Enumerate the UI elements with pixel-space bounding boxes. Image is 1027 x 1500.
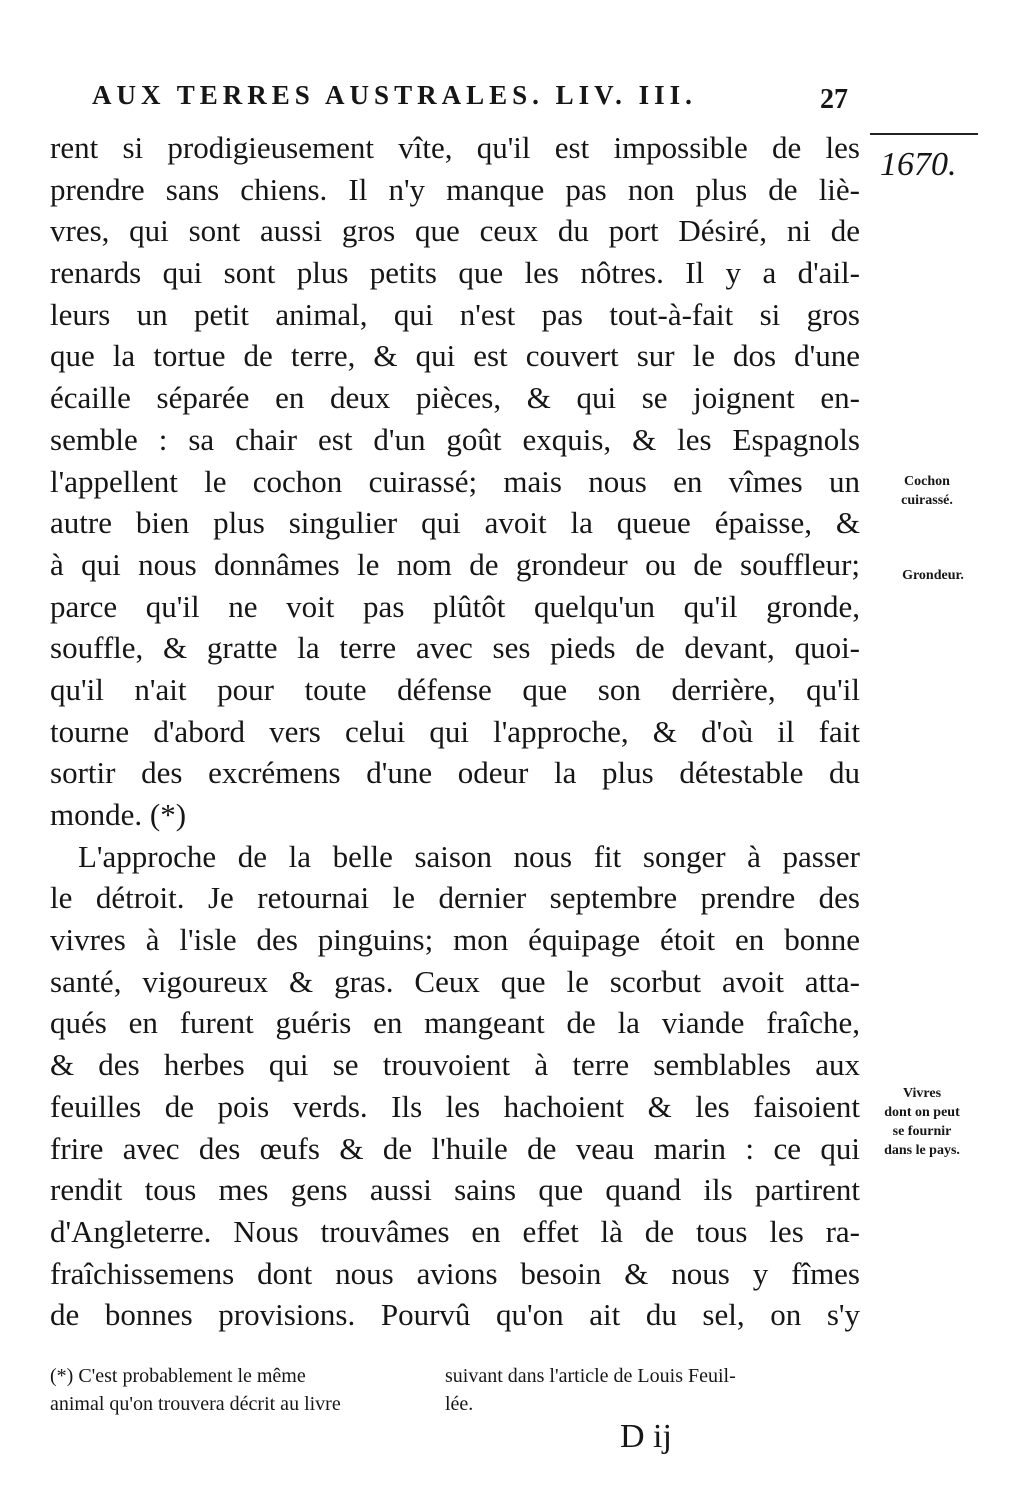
text-line: rent si prodigieusement vîte, qu'il est impossible de les (50, 130, 860, 165)
footnote-right-text: lée. (445, 1393, 474, 1415)
text-line: frire avec des œufs & de l'huile de veau marin : ce qui (50, 1130, 860, 1166)
text-line: à qui nous donnâmes le nom de grondeur ou de souffleur; (50, 546, 860, 582)
text-line: de bonnes provisions. Pourvû qu'on ait du sel, on s'y (50, 1297, 860, 1333)
year-margin: 1670. (880, 146, 957, 183)
text-line: vivres à l'isle des pinguins; mon équipage étoit en bonne (50, 922, 860, 958)
text-line: fraîchissemens dont nous avions besoin & nous y fîmes (50, 1255, 860, 1291)
text-line: & des herbes qui se trouvoient à terre semblables aux (50, 1047, 860, 1083)
text-line: sortir des excrémens d'une odeur la plus détestable du (50, 755, 860, 791)
text-line: parce qu'il ne voit pas plûtôt quelqu'un qu'il gronde, (50, 588, 860, 624)
text-line: prendre sans chiens. Il n'y manque pas non plus de liè- (50, 171, 860, 207)
margin-note-line: dont on peut (884, 1105, 960, 1120)
margin-note-vivres (862, 1084, 982, 1160)
text-line: santé, vigoureux & gras. Ceux que le scorbut avoit atta- (50, 963, 860, 999)
body-text (50, 127, 860, 1336)
footnote-line (50, 1362, 860, 1390)
margin-note-grondeur (878, 566, 988, 585)
running-head: AUX TERRES AUSTRALES. LIV. III. (92, 80, 697, 110)
footnote (50, 1362, 860, 1418)
text-line: semble : sa chair est d'un goût exquis, & les Espagnols (50, 421, 860, 457)
margin-note-line: Grondeur. (902, 568, 964, 583)
text-line: leurs un petit animal, qui n'est pas tout-à-fait si gros (50, 296, 860, 332)
text-line: L'approche de la belle saison nous fit songer à passer (78, 838, 860, 874)
margin-note-line: se fournir (892, 1124, 952, 1139)
text-line: renards qui sont plus petits que les nôtres. Il y a d'ail- (50, 255, 860, 291)
margin-note-line: cuirassé. (901, 493, 953, 508)
text-line: tourne d'abord vers celui qui l'approche, & d'où il fait (50, 713, 860, 749)
text-line: qu'il n'ait pour toute défense que son derrière, qu'il (50, 671, 860, 707)
text-line: souffle, & gratte la terre avec ses pieds de devant, quoi- (50, 630, 860, 666)
margin-note-line: Cochon (904, 474, 950, 489)
text-line: feuilles de pois verds. Ils les hachoient & les faisoient (50, 1088, 860, 1124)
footnote-right-text: suivant dans l'article de Louis Feuil- (445, 1365, 736, 1387)
text-line: monde. (*) (50, 797, 187, 832)
year-rule (870, 133, 978, 135)
footnote-left-text: (*) C'est probablement le même (50, 1365, 306, 1387)
page-number: 27 (820, 84, 848, 115)
text-line: que la tortue de terre, & qui est couvert sur le dos d'une (50, 338, 860, 374)
text-line: le détroit. Je retournai le dernier septembre prendre des (50, 880, 860, 916)
text-line: écaille séparée en deux pièces, & qui se joignent en- (50, 380, 860, 416)
footnote-line (50, 1390, 860, 1418)
text-line: qués en furent guéris en mangeant de la viande fraîche, (50, 1005, 860, 1041)
text-line: d'Angleterre. Nous trouvâmes en effet là de tous les ra- (50, 1213, 860, 1249)
text-line: rendit tous mes gens aussi sains que quand ils partirent (50, 1172, 860, 1208)
text-line: vres, qui sont aussi gros que ceux du port Désiré, ni de (50, 213, 860, 249)
footnote-left-text: animal qu'on trouvera décrit au livre (50, 1393, 341, 1415)
margin-note-line: dans le pays. (884, 1143, 960, 1158)
margin-note-cochon (872, 472, 982, 510)
text-line: l'appellent le cochon cuirassé; mais nous en vîmes un (50, 463, 860, 499)
text-line: autre bien plus singulier qui avoit la queue épaisse, & (50, 505, 860, 541)
signature-mark: D ij (620, 1418, 672, 1455)
margin-note-line: Vivres (902, 1086, 942, 1101)
